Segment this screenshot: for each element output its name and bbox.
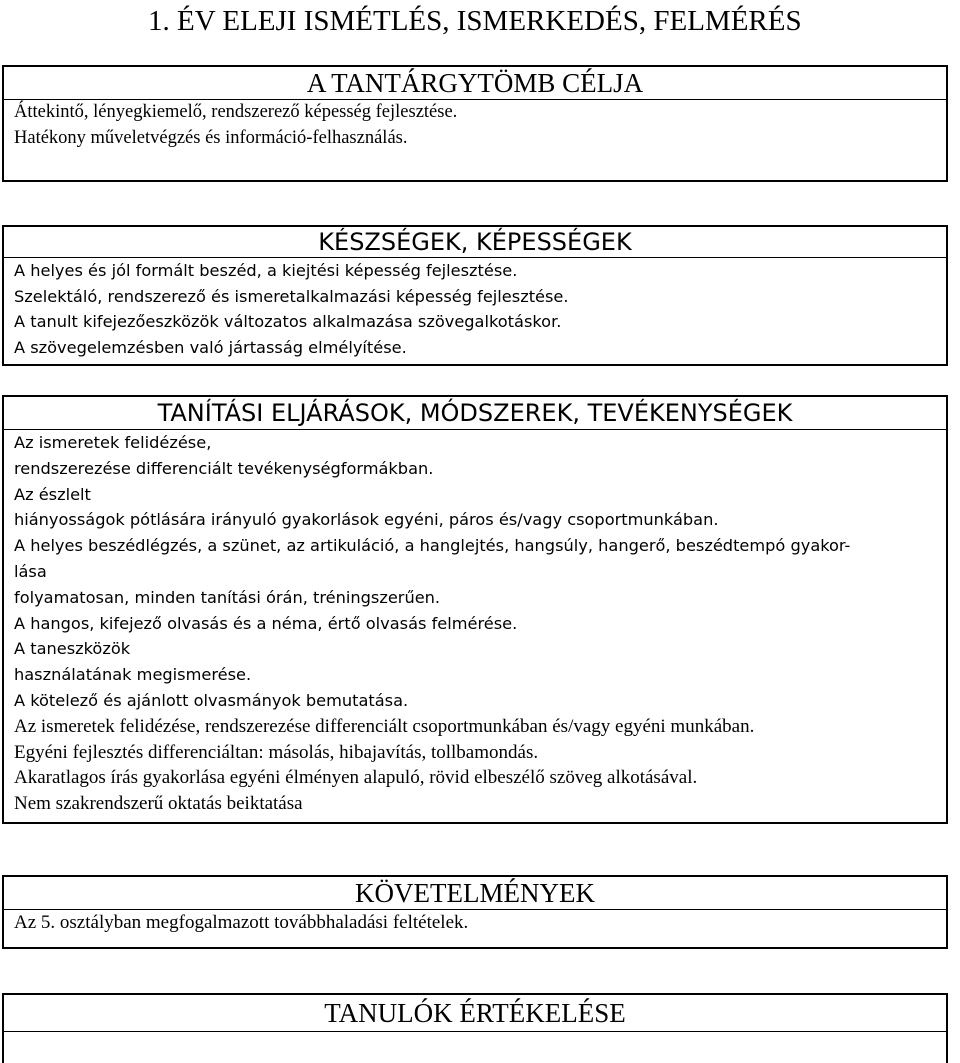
methods-line: Az ismeretek felidézése, [14, 433, 212, 452]
methods-line: lása [14, 561, 47, 581]
methods-line: Nem szakrendszerű oktatás beiktatása [14, 793, 303, 815]
skills-line: Szelektáló, rendszerező és ismeretalkalmazási képesség fejlesztése. [14, 286, 569, 306]
methods-line: A kötelező és ajánlott olvasmányok bemutatása. [14, 690, 409, 710]
methods-line: Egyéni fejlesztés differenciáltan: másolás, hibajavítás, tollbamondás. [14, 741, 539, 763]
section-requirements-body [4, 910, 946, 936]
methods-line: A helyes beszédlégzés, a szünet, az artikuláció, a hanglejtés, hangsúly, hangerő, beszédtempó gyakor- [14, 536, 851, 556]
aims-line: Áttekintő, lényegkiemelő, rendszerező képesség fejlesztése. [14, 102, 458, 122]
section-aims [2, 65, 948, 182]
requirements-line: Az 5. osztályban megfogalmazott továbbhaladási feltételek. [14, 912, 469, 933]
section-skills [2, 225, 948, 366]
section-assessment-heading: TANULÓK ÉRTÉKELÉSE [4, 995, 946, 1032]
methods-line: hiányosságok pótlására irányuló gyakorlások egyéni, páros és/vagy csoportmunkában. [14, 510, 719, 530]
methods-line: A hangos, kifejező olvasás és a néma, értő olvasás felmérése. [14, 613, 518, 633]
aims-line: Hatékony műveletvégzés és információ-felhasználás. [14, 127, 408, 148]
section-assessment [2, 993, 948, 1063]
document-title: 1. ÉV ELEJI ISMÉTLÉS, ISMERKEDÉS, FELMÉRÉS [148, 5, 802, 37]
methods-line: folyamatosan, minden tanítási órán, tréningszerűen. [14, 587, 441, 607]
methods-line: Az észlelt [14, 484, 91, 504]
section-requirements-heading: KÖVETELMÉNYEK [4, 877, 946, 910]
section-skills-heading: KÉSZSÉGEK, KÉPESSÉGEK [4, 227, 946, 258]
section-aims-heading: A TANTÁRGYTÖMB CÉLJA [4, 67, 946, 100]
methods-line: Az ismeretek felidézése, rendszerezése differenciált csoportmunkában és/vagy egyéni munkában. [14, 715, 755, 737]
methods-line: használatának megismerése. [14, 665, 252, 685]
methods-line: A taneszközök [14, 639, 131, 659]
section-methods [2, 395, 948, 824]
skills-line: A szövegelemzésben való jártasság elmélyítése. [14, 337, 407, 357]
section-methods-heading: TANÍTÁSI ELJÁRÁSOK, MÓDSZEREK, TEVÉKENYSÉGEK [4, 397, 946, 430]
methods-line: rendszerezése differenciált tevékenységformákban. [14, 458, 434, 478]
section-skills-body [4, 258, 946, 360]
section-aims-body [4, 100, 946, 151]
methods-line: Akaratlagos írás gyakorlása egyéni élményen alapuló, rövid elbeszélő szöveg alkotásával. [14, 767, 698, 789]
section-requirements [2, 875, 948, 949]
skills-line: A helyes és jól formált beszéd, a kiejtési képesség fejlesztése. [14, 261, 518, 280]
skills-line: A tanult kifejezőeszközök változatos alkalmazása szövegalkotáskor. [14, 312, 562, 331]
section-methods-body [4, 430, 946, 817]
